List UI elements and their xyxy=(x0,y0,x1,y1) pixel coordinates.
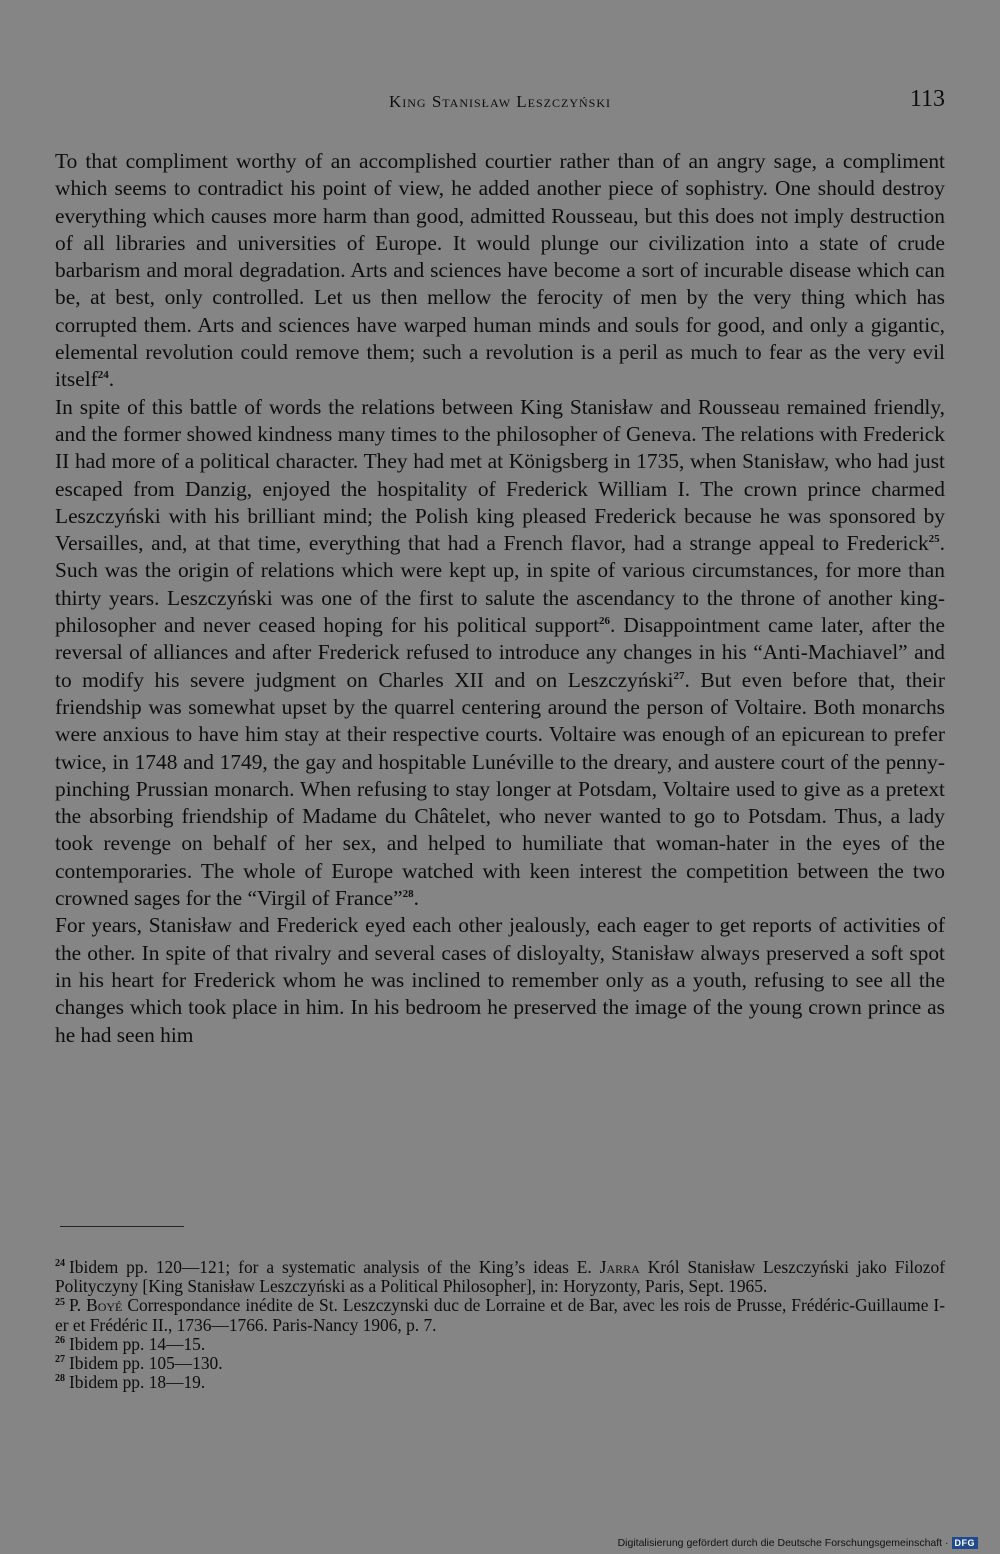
footnote-ref-27[interactable]: 27 xyxy=(673,669,685,682)
footnote-ref-26[interactable]: 26 xyxy=(599,614,611,627)
footnote-27: $^{27}$ Ibidem pp. 105—130. xyxy=(55,1353,223,1374)
paragraph-3: For years, Stanisław and Frederick eyed each other jealously, each eager to get reports of activities of the other. In spite of that rivalry and several cases of disloyalty, Stanisław always preserved a soft spot in his heart for Frederick whom he was inclined to remember only as a youth, refusing to see all the changes which took place in him. In his bedroom he preserved the image of the young crown prince as he had seen him xyxy=(55,913,945,1047)
page-number: 113 xyxy=(909,86,945,112)
footnotes xyxy=(55,1258,945,1392)
footnote-ref-24[interactable]: 24 xyxy=(97,369,109,382)
footnote-26: $^{26}$ Ibidem pp. 14—15. xyxy=(55,1333,206,1354)
footnote-24: $^{24}$ Ibidem pp. 120—121; for a systematic analysis of the King’s ideas E. Jarra Król Stanisław Leszczyński jako Filozof Polityczyny [King Stanisław Leszczyński as a Political Philosopher], in: Horyzonty, Paris, Sept. 1965. xyxy=(55,1257,946,1297)
paragraph-2: In spite of this battle of words the relations between King Stanisław and Rousseau remained friendly, and the former showed kindness many times to the philosopher of Geneva. The relations with Frederick II had more of a political character. They had met at Königsberg in 1735, when Stanisław, who had just escaped from Danzig, enjoyed the hospitality of Frederick William I. The crown prince charmed Leszczyński with his brilliant mind; the Polish king pleased Frederick because he was sponsored by Versailles, and, at that time, everything that had a French flavor, had a strange appeal to Frederick$^{25}$. Such was the origin of relations which were kept up, in spite of various circumstances, for more than thirty years. Leszczyński was one of the first to salute the ascendancy to the throne of another king-philosopher and never ceased hoping for his political support$^{26}$. Disappointment came later, after the reversal of alliances and after Frederick refused to introduce any changes in his “Anti-Machiavel” and to modify his severe judgment on Charles XII and on Leszczyński$^{27}$. But even before that, their friendship was somewhat upset by the quarrel centering around the person of Voltaire. Both monarchs were anxious to have him stay at their respective courts. Voltaire was enough of an epicurean to prefer twice, in 1748 and 1749, the gay and hospitable Lunéville to the dreary, and austere court of the penny-pinching Prussian monarch. When refusing to stay longer at Potsdam, Voltaire used to give as a pretext the absorbing friendship of Madame du Châtelet, who never wanted to go to Potsdam. Thus, a lady took revenge on behalf of her sex, and helped to humiliate that woman-hater in the eyes of the contemporaries. The whole of Europe watched with keen interest the competition between the two crowned sages for the “Virgil of France”$^{28}$. xyxy=(55,394,946,911)
running-head: King Stanisław Leszczyński xyxy=(388,92,611,111)
footnote-ref-25[interactable]: 25 xyxy=(928,533,940,546)
footnote-ref-28[interactable]: 28 xyxy=(402,887,414,900)
footnote-divider xyxy=(60,1226,184,1227)
credit-text: Digitalisierung gefördert durch die Deutsche Forschungsgemeinschaft · xyxy=(617,1537,949,1549)
dfg-logo-icon: DFG xyxy=(952,1537,979,1549)
paragraph-1: To that compliment worthy of an accomplished courtier rather than of an angry sage, a compliment which seems to contradict his point of view, he added another piece of sophistry. One should destroy everything which causes more harm than good, admitted Rousseau, but this does not imply destruction of all libraries and universities of Europe. It would plunge our civilization into a state of crude barbarism and moral degradation. Arts and sciences have become a sort of incurable disease which can be, at best, only controlled. Let us then mellow the ferocity of men by the very thing which has corrupted them. Arts and sciences have warped human minds and souls for good, and only a gigantic, elemental revolution could remove them; such a revolution is a peril as much to fear as the very evil itself$^{24}$. xyxy=(55,149,945,392)
body-text xyxy=(55,148,945,1049)
page-header xyxy=(55,86,945,120)
footnote-25: $^{25}$ P. Boyé Correspondance inédite de St. Leszczynski duc de Lorraine et de Bar, avec les rois de Prusse, Frédéric-Guillaume I-er et Frédéric II., 1736—1766. Paris-Nancy 1906, p. 7. xyxy=(55,1295,945,1335)
footnote-28: $^{28}$ Ibidem pp. 18—19. xyxy=(55,1372,206,1393)
digitization-credit xyxy=(618,1537,978,1549)
